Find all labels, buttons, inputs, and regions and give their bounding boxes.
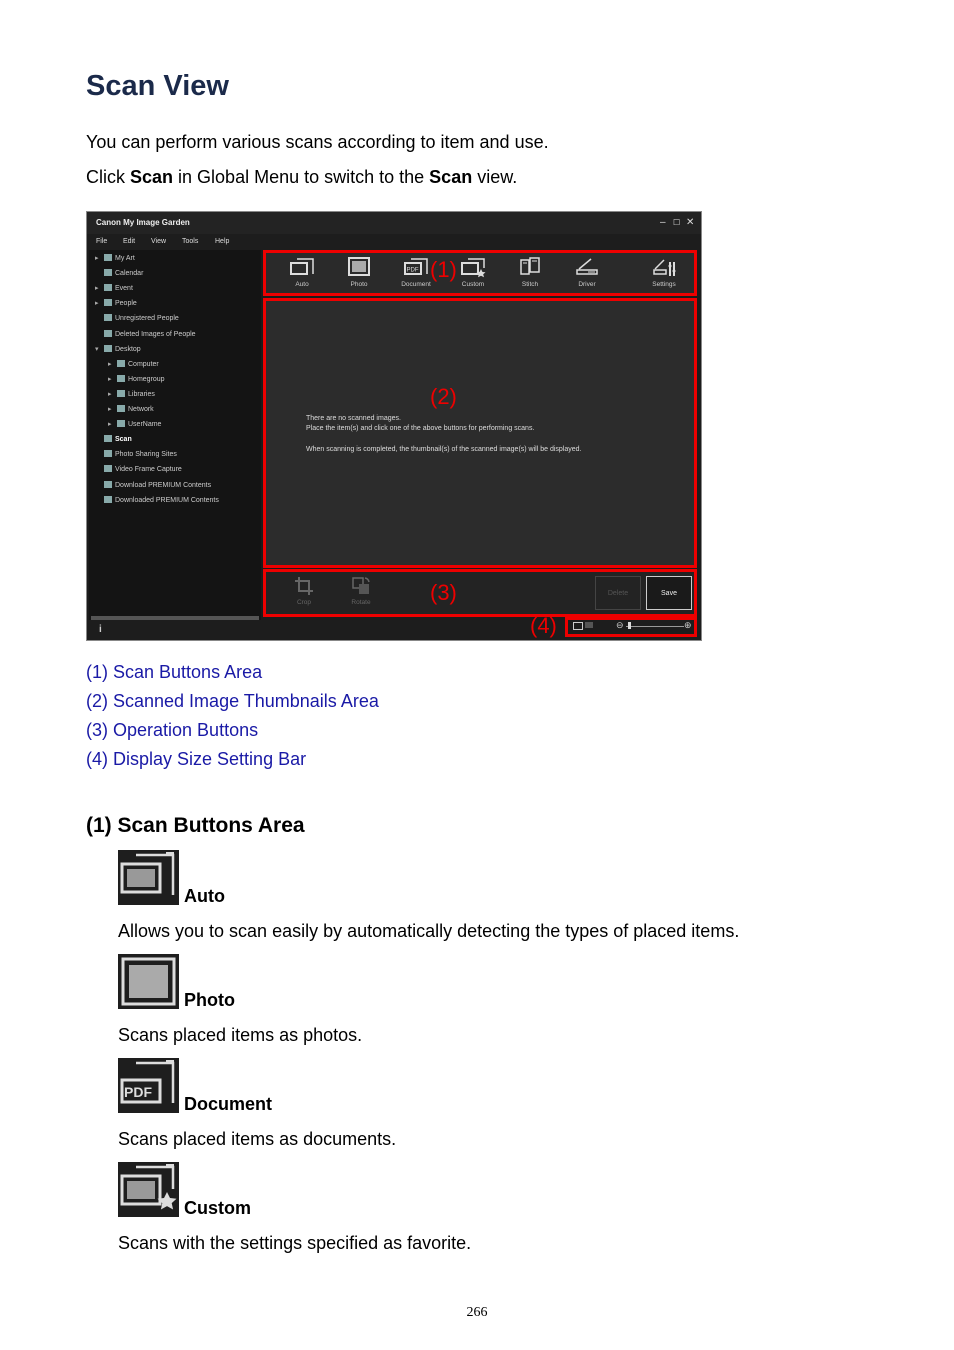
stitch-icon bbox=[517, 256, 543, 278]
folder-icon bbox=[117, 390, 125, 397]
intro-instruction bbox=[86, 166, 517, 188]
tree-item-label: Video Frame Capture bbox=[115, 466, 182, 474]
tree-item[interactable] bbox=[95, 435, 132, 443]
tree-item-label: Homegroup bbox=[128, 375, 165, 383]
folder-icon bbox=[104, 299, 112, 306]
auto-label: Auto bbox=[184, 886, 225, 906]
section-title: (1) Scan Buttons Area bbox=[86, 814, 305, 837]
driver-icon bbox=[574, 256, 600, 278]
scan-auto-button[interactable] bbox=[282, 256, 322, 288]
page-title: Scan View bbox=[86, 70, 229, 102]
menu-tools[interactable]: Tools bbox=[182, 238, 199, 245]
tree-expand-icon[interactable]: ▸ bbox=[108, 421, 112, 429]
tree-item[interactable] bbox=[95, 330, 196, 338]
area-label-1: (1) bbox=[430, 257, 457, 282]
document-label: Document bbox=[184, 1094, 273, 1114]
folder-icon bbox=[104, 254, 112, 261]
scan-button-label: Auto bbox=[295, 281, 309, 288]
tree-item[interactable] bbox=[95, 450, 177, 458]
folder-icon bbox=[117, 360, 125, 367]
tree-item[interactable] bbox=[95, 269, 143, 277]
info-icon[interactable]: i bbox=[99, 624, 102, 635]
area-label-4: (4) bbox=[530, 613, 557, 638]
scan-button-label: Photo bbox=[350, 281, 368, 288]
folder-icon bbox=[104, 496, 112, 503]
tree-item-label: Network bbox=[128, 406, 154, 413]
app-title: Canon My Image Garden bbox=[96, 218, 190, 227]
menu-view[interactable]: View bbox=[151, 238, 167, 245]
tree-item-label: Libraries bbox=[128, 390, 155, 398]
empty-message-line: There are no scanned images. bbox=[306, 415, 401, 422]
tree-item-label: Desktop bbox=[115, 345, 141, 353]
custom-scan-icon bbox=[460, 256, 486, 278]
auto-description: Allows you to scan easily by automatically detecting the types of placed items. bbox=[118, 921, 740, 941]
intro-bold: Scan bbox=[130, 167, 174, 187]
tree-item[interactable] bbox=[95, 314, 179, 322]
tree-item-label: Downloaded PREMIUM Contents bbox=[115, 496, 219, 504]
tree-item-label: Unregistered People bbox=[115, 315, 179, 323]
page-number: 266 bbox=[466, 1305, 488, 1320]
size-slider-handle[interactable] bbox=[628, 622, 631, 629]
folder-icon bbox=[104, 330, 112, 337]
scan-button-label: Custom bbox=[461, 281, 485, 288]
intro-part: in Global Menu to switch to the bbox=[173, 167, 430, 187]
tree-expand-icon[interactable]: ▸ bbox=[108, 360, 112, 368]
link-display-size-bar[interactable]: (4) Display Size Setting Bar bbox=[86, 749, 307, 769]
document-description: Scans placed items as documents. bbox=[118, 1129, 397, 1149]
photo-scan-icon bbox=[346, 256, 372, 278]
custom-label: Custom bbox=[184, 1198, 251, 1218]
scan-stitch-button[interactable] bbox=[510, 256, 550, 288]
tree-item-label: Download PREMIUM Contents bbox=[115, 481, 212, 489]
intro-text: You can perform various scans according to item and use. bbox=[86, 132, 549, 152]
rotate-label: Rotate bbox=[351, 599, 371, 606]
folder-icon bbox=[104, 284, 112, 291]
menu-file[interactable]: File bbox=[96, 238, 108, 245]
crop-icon bbox=[293, 575, 315, 597]
operation-buttons-area bbox=[263, 569, 697, 617]
scan-button-label: Stitch bbox=[521, 281, 539, 288]
empty-message-line: When scanning is completed, the thumbnail(s) of the scanned image(s) will be displayed. bbox=[306, 446, 582, 453]
document-scan-icon bbox=[118, 1058, 179, 1113]
tree-expand-icon[interactable]: ▸ bbox=[95, 255, 99, 262]
intro-bold: Scan bbox=[429, 167, 473, 187]
empty-message-line: Place the item(s) and click one of the above buttons for performing scans. bbox=[306, 425, 535, 432]
tree-item[interactable] bbox=[108, 375, 165, 383]
thumbnail-view-icon[interactable] bbox=[573, 622, 583, 630]
tree-expand-icon[interactable]: ▸ bbox=[108, 390, 112, 398]
rotate-icon bbox=[350, 575, 372, 597]
tree-item-label: Photo Sharing Sites bbox=[115, 451, 177, 459]
menu-edit[interactable]: Edit bbox=[123, 238, 136, 245]
tree-expand-icon[interactable]: ▾ bbox=[95, 345, 99, 353]
tree-item[interactable] bbox=[108, 405, 154, 413]
photo-scan-icon bbox=[118, 954, 179, 1009]
tree-item-label: Deleted Images of People bbox=[115, 330, 196, 338]
close-icon[interactable]: ✕ bbox=[686, 217, 695, 228]
delete-button[interactable]: Delete bbox=[595, 576, 641, 610]
list-view-icon[interactable] bbox=[585, 622, 593, 628]
custom-description: Scans with the settings specified as favorite. bbox=[118, 1233, 472, 1253]
tree-item-label: Calendar bbox=[115, 270, 144, 278]
menu-bar bbox=[87, 234, 702, 250]
tree-item-label: Computer bbox=[128, 360, 159, 368]
scan-button-label: Document bbox=[401, 281, 431, 288]
maximize-icon[interactable]: ☐ bbox=[673, 218, 681, 227]
tree-item-label: My Art bbox=[115, 255, 135, 262]
menu-help[interactable]: Help bbox=[215, 238, 230, 245]
tree-item-label: Event bbox=[115, 285, 133, 293]
folder-icon bbox=[104, 345, 112, 352]
folder-icon bbox=[104, 314, 112, 321]
scan-custom-button[interactable] bbox=[453, 256, 493, 288]
settings-icon bbox=[651, 256, 677, 278]
tree-item[interactable] bbox=[108, 390, 155, 398]
photo-label: Photo bbox=[184, 990, 235, 1010]
tree-item[interactable] bbox=[95, 254, 135, 262]
auto-scan-icon bbox=[289, 256, 315, 278]
auto-scan-icon bbox=[118, 850, 179, 905]
svg-text:PDF: PDF bbox=[124, 1084, 152, 1100]
tree-item-label: Scan bbox=[115, 436, 132, 444]
save-button[interactable]: Save bbox=[646, 576, 692, 610]
tree-item[interactable] bbox=[95, 481, 211, 489]
scan-button-label: Driver bbox=[578, 281, 596, 288]
tree-expand-icon[interactable]: ▸ bbox=[95, 300, 99, 308]
scan-driver-button[interactable] bbox=[567, 256, 607, 288]
tree-item[interactable] bbox=[95, 284, 133, 292]
link-scan-buttons-area[interactable]: (1) Scan Buttons Area bbox=[86, 662, 263, 682]
crop-button[interactable] bbox=[284, 575, 324, 606]
tree-item[interactable] bbox=[95, 496, 219, 504]
tree-item-label: People bbox=[115, 300, 137, 308]
folder-icon bbox=[117, 405, 125, 412]
custom-scan-icon bbox=[118, 1162, 179, 1217]
tree-item-label: UserName bbox=[128, 421, 162, 429]
scan-buttons-area bbox=[263, 250, 697, 296]
scan-settings-button[interactable] bbox=[644, 256, 684, 288]
folder-icon bbox=[104, 269, 112, 276]
tree-item[interactable] bbox=[108, 420, 161, 428]
folder-icon bbox=[117, 375, 125, 382]
minimize-icon[interactable]: – bbox=[660, 217, 666, 228]
size-slider-track[interactable] bbox=[626, 626, 684, 627]
tree-expand-icon[interactable]: ▸ bbox=[108, 406, 112, 413]
tree-expand-icon[interactable]: ▸ bbox=[95, 285, 99, 293]
sidebar bbox=[89, 250, 261, 620]
area-label-2: (2) bbox=[430, 384, 457, 409]
display-size-bar bbox=[565, 617, 697, 637]
intro-part: Click bbox=[86, 167, 130, 187]
title-bar bbox=[87, 212, 702, 234]
scan-button-label: Settings bbox=[652, 281, 676, 288]
scan-photo-button[interactable] bbox=[339, 256, 379, 288]
thumbnails-area bbox=[263, 298, 697, 568]
folder-icon bbox=[117, 420, 125, 427]
tree-expand-icon[interactable]: ▸ bbox=[108, 375, 112, 383]
svg-text:PDF: PDF bbox=[406, 267, 419, 274]
crop-label: Crop bbox=[296, 599, 312, 606]
app-screenshot bbox=[86, 211, 702, 641]
photo-description: Scans placed items as photos. bbox=[118, 1025, 363, 1045]
tree-item[interactable] bbox=[108, 360, 159, 368]
tree-item[interactable] bbox=[95, 465, 182, 473]
folder-icon bbox=[104, 465, 112, 472]
zoom-in-icon[interactable]: ⊕ bbox=[684, 620, 692, 630]
folder-icon bbox=[104, 450, 112, 457]
intro-part: view. bbox=[472, 167, 518, 187]
area-label-3: (3) bbox=[430, 580, 457, 605]
document-scan-icon bbox=[403, 256, 429, 278]
folder-icon bbox=[104, 435, 112, 442]
folder-icon bbox=[104, 481, 112, 488]
link-operation-buttons[interactable]: (3) Operation Buttons bbox=[86, 720, 259, 740]
rotate-button[interactable] bbox=[341, 575, 381, 606]
tree-item[interactable] bbox=[95, 299, 137, 307]
tree-item[interactable] bbox=[95, 345, 141, 353]
link-thumbnails-area[interactable]: (2) Scanned Image Thumbnails Area bbox=[86, 691, 379, 711]
zoom-out-icon[interactable]: ⊖ bbox=[616, 620, 624, 630]
